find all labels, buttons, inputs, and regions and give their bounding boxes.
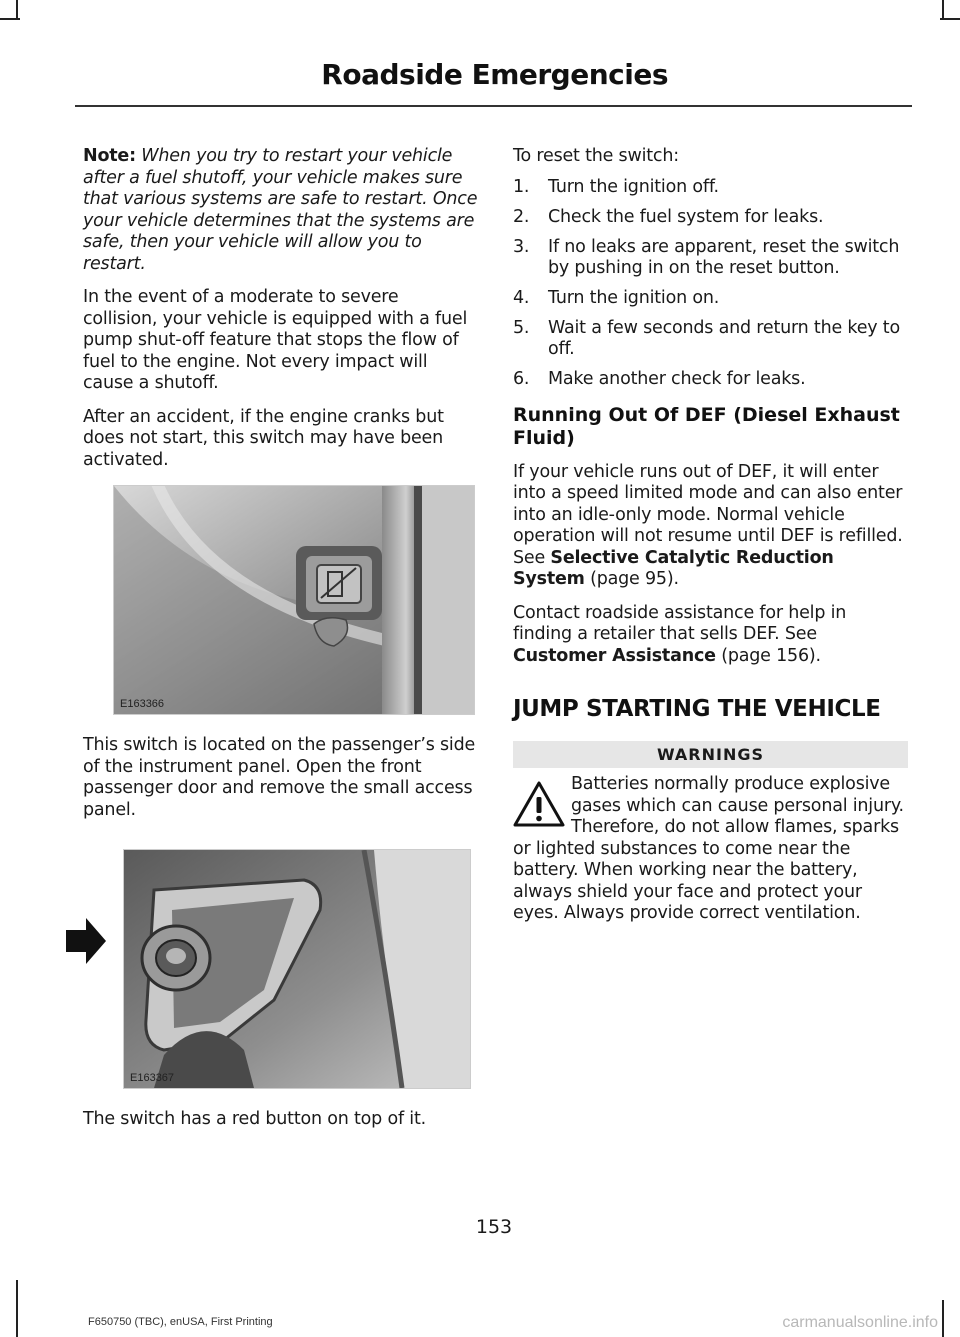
warning-block	[513, 774, 908, 925]
watermark: carmanualsonline.info	[782, 1314, 938, 1331]
edition-footer: F650750 (TBC), enUSA, First Printing	[88, 1316, 273, 1328]
figure-reset-switch	[123, 849, 471, 1089]
crop-mark	[942, 0, 944, 20]
section-heading: Running Out Of DEF (Diesel Exhaust Fluid)	[513, 403, 900, 449]
arrow-icon	[66, 918, 106, 964]
crop-mark	[940, 18, 960, 20]
reset-steps-list	[513, 177, 908, 390]
section-title: JUMP STARTING THE VEHICLE	[513, 696, 881, 722]
warnings-banner: WARNINGS	[513, 741, 908, 768]
figure-switch-panel	[113, 485, 475, 715]
paragraph: If your vehicle runs out of DEF, it will enter into a speed limited mode and can also enter into an idle-only mode. Normal vehicle operation will not resume until DEF is refilled. See Selective Catalytic Reduction System (page 95).	[513, 461, 903, 589]
left-column	[83, 146, 478, 1143]
warning-text: Batteries normally produce explosive gases which can cause personal injury. Therefore, do not allow flames, sparks or lighted substances to come near the battery. When working near the battery, always shield your face and protect your eyes. Always provide correct ventilation.	[513, 774, 904, 923]
crop-mark	[16, 0, 18, 20]
reset-switch-illustration	[124, 850, 470, 1088]
figure-label: E163367	[130, 1072, 175, 1084]
page-title: Roadside Emergencies	[321, 58, 668, 91]
header-divider	[75, 105, 912, 107]
right-column	[513, 146, 908, 925]
crop-mark	[942, 1300, 944, 1337]
switch-panel-illustration	[114, 486, 474, 714]
list-item: 2. Check the fuel system for leaks.	[513, 206, 824, 227]
list-item: 3. If no leaks are apparent, reset the switch by pushing in on the reset button.	[513, 236, 900, 278]
figure-label: E163366	[120, 698, 165, 710]
list-item: 4. Turn the ignition on.	[513, 287, 720, 308]
note-text: When you try to restart your vehicle after a fuel shutoff, your vehicle makes sure that various systems are safe to restart. Once your vehicle determines that the systems are safe, then your vehicle will allow you to restart.	[83, 146, 478, 274]
paragraph: In the event of a moderate to severe collision, your vehicle is equipped with a fuel pump shut-off feature that stops the flow of fuel to the engine. Not every impact will cause a shutoff.	[83, 287, 468, 393]
paragraph: The switch has a red button on top of it.	[83, 1109, 426, 1129]
paragraph: After an accident, if the engine cranks but does not start, this switch may have been activated.	[83, 406, 444, 470]
cross-reference-link[interactable]: Customer Assistance	[513, 645, 716, 666]
cross-reference-link[interactable]: Selective Catalytic Reduction System	[513, 547, 834, 589]
list-item: 5. Wait a few seconds and return the key to off.	[513, 317, 900, 359]
note-paragraph	[83, 146, 478, 275]
crop-mark	[16, 1280, 18, 1337]
paragraph: Contact roadside assistance for help in finding a retailer that sells DEF. See Customer Assistance (page 156).	[513, 602, 847, 666]
paragraph: This switch is located on the passenger’s side of the instrument panel. Open the front passenger door and remove the small access panel.	[83, 735, 476, 820]
paragraph: To reset the switch:	[513, 146, 679, 166]
list-item: 1. Turn the ignition off.	[513, 176, 719, 197]
crop-mark	[0, 18, 20, 20]
page-number: 153	[475, 1216, 513, 1238]
list-item: 6. Make another check for leaks.	[513, 368, 806, 389]
warning-triangle-icon	[513, 780, 565, 828]
note-label: Note:	[83, 146, 136, 166]
